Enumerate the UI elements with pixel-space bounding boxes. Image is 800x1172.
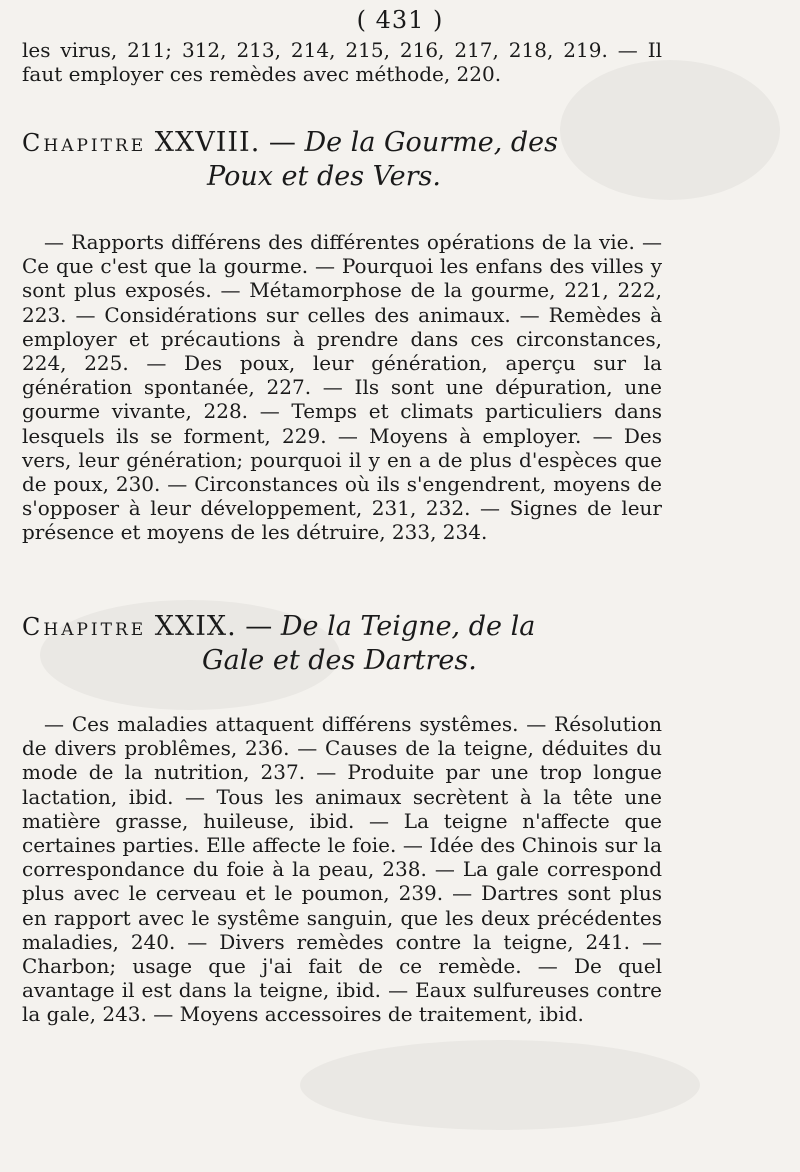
paper-stain (300, 1040, 700, 1130)
heading-dash: — (236, 611, 281, 642)
chapter-title-line2: Poux et des Vers. (207, 161, 441, 192)
chapter-title-line2: Gale et des Dartres. (202, 645, 477, 676)
chapter-label: Chapitre (22, 613, 147, 641)
continuation-paragraph: les virus, 211; 312, 213, 214, 215, 216, 217, 218, 219. — Il faut employer ces remèdes avec méthode, 220. (22, 38, 662, 87)
chapter-number: XXIX. (154, 611, 237, 642)
chapter-28-heading (22, 126, 662, 193)
chapter-number: XXVIII. (154, 127, 261, 158)
chapter-title-line1: De la Gourme, des (304, 127, 558, 158)
chapter-29-heading (22, 610, 662, 677)
chapter-28-summary: — Rapports différens des différentes opérations de la vie. — Ce que c'est que la gourme. — Pourquoi les enfans des villes y sont plus exposés. — Métamorphose de la gourme, 221, 222, 223. — Considérations sur celles des animaux. — Remèdes à employer et précautions à prendre dans ces circonstances, 224, 225. — Des poux, leur génération, aperçu sur la génération spontanée, 227. — Ils sont une dépuration, une gourme vivante, 228. — Temps et climats particuliers dans lesquels ils se forment, 229. — Moyens à employer. — Des vers, leur génération; pourquoi il y en a de plus d'espèces que de poux, 230. — Circonstances où ils s'engendrent, moyens de s'opposer à leur développement, 231, 232. — Signes de leur présence et moyens de les détruire, 233, 234. (22, 230, 662, 545)
chapter-29-summary: — Ces maladies attaquent différens systêmes. — Résolution de divers problêmes, 236. — Causes de la teigne, déduites du mode de la nutrition, 237. — Produite par une trop longue lactation, ibid. — Tous les animaux secrètent à la tête une matière grasse, huileuse, ibid. — La teigne n'affecte que certaines parties. Elle affecte le foie. — Idée des Chinois sur la correspondance du foie à la peau, 238. — La gale correspond plus avec le cerveau et le poumon, 239. — Dartres sont plus en rapport avec le systême sanguin, que les deux précédentes maladies, 240. — Divers remèdes contre la teigne, 241. — Charbon; usage que j'ai fait de ce remède. — De quel avantage il est dans la teigne, ibid. — Eaux sulfureuses contre la gale, 243. — Moyens accessoires de traitement, ibid. (22, 712, 662, 1027)
page-number: ( 431 ) (356, 6, 444, 34)
chapter-label: Chapitre (22, 129, 147, 157)
heading-dash: — (260, 127, 305, 158)
chapter-title-line1: De la Teigne, de la (280, 611, 536, 642)
